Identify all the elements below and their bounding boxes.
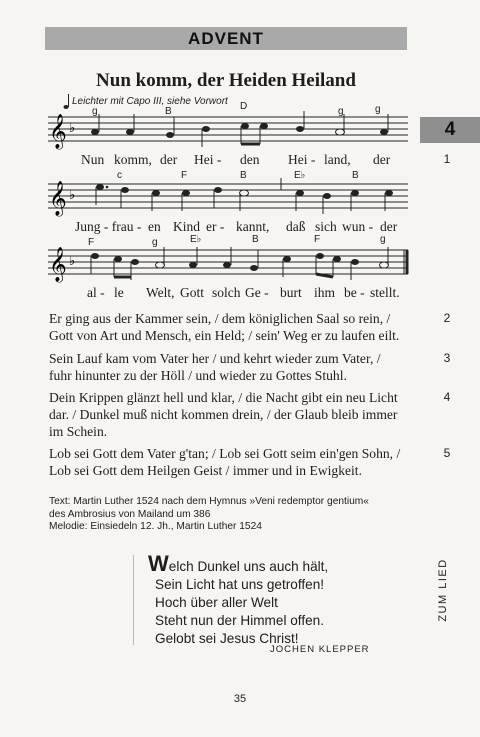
chord-label: g	[375, 104, 381, 115]
chord-label: F	[181, 170, 188, 181]
verse-number-3: 3	[443, 351, 451, 365]
poem-author: JOCHEN KLEPPER	[270, 644, 370, 655]
lyric-syllable: al -	[87, 285, 105, 300]
verse-2	[49, 310, 434, 344]
section-title: ADVENT	[188, 29, 264, 48]
lyric-syllable: en	[148, 219, 161, 234]
music-notation	[0, 0, 480, 310]
credit-line: des Ambrosius von Mailand um 386	[49, 508, 211, 520]
chord-label: E♭	[294, 170, 306, 181]
chord-label: E♭	[190, 234, 202, 245]
verse-line: im Schein.	[49, 424, 108, 439]
chord-label: F	[88, 237, 95, 248]
poem-line: Sein Licht hat uns getroffen!	[155, 577, 325, 592]
flat-icon: ♭	[69, 121, 76, 136]
poem	[148, 551, 398, 648]
lyric-syllable: Welt,	[146, 285, 175, 300]
lyric-syllable: land,	[324, 152, 351, 167]
lyric-syllable: Gott	[180, 285, 205, 300]
lyric-syllable: der	[160, 152, 178, 167]
credit-line: Text: Martin Luther 1524 nach dem Hymnus »Veni redemptor gentium«	[49, 496, 369, 507]
treble-clef-icon: 𝄞	[49, 181, 67, 216]
lyric-syllable: ihm	[314, 285, 336, 300]
lyric-syllable: Hei -	[288, 152, 316, 167]
lyric-syllable: der	[373, 152, 391, 167]
lyric-syllable: kannt,	[236, 219, 270, 234]
lyric-syllable: daß	[286, 219, 306, 234]
lyric-syllable: le	[114, 285, 124, 300]
flat-icon: ♭	[69, 254, 76, 269]
lyric-syllable: wun -	[342, 219, 374, 234]
side-label-text: ZUM LIED	[437, 558, 449, 622]
treble-clef-icon: 𝄞	[49, 114, 67, 149]
verse-line: Gott von Art und Mensch, ein Held; / sein' Weg er zu laufen eilt.	[49, 328, 400, 343]
lyric-syllable: Kind	[173, 219, 200, 234]
verse-4	[49, 389, 434, 440]
verse-number-1: 1	[443, 152, 451, 166]
chord-label: B	[352, 170, 359, 181]
treble-clef-icon: 𝄞	[49, 247, 67, 282]
verse-number-2: 2	[443, 311, 451, 325]
poem-line: Steht nun der Himmel offen.	[155, 613, 325, 628]
flat-icon: ♭	[69, 188, 76, 203]
lyric-syllable: Ge -	[245, 285, 269, 300]
notes-staff-3	[91, 247, 389, 280]
verse-line: Lob sei Gott dem Vater g'tan; / Lob sei Gott seim ein'gen Sohn, /	[49, 446, 401, 461]
verse-line: Dein Krippen glänzt hell und klar, / die Nacht gibt ein neu Licht	[49, 390, 398, 405]
chord-label: B	[252, 234, 259, 245]
song-title: Nun komm, der Heiden Heiland	[96, 70, 356, 91]
chord-label: F	[314, 234, 321, 245]
chapter-number: 4	[444, 119, 456, 140]
lyric-syllable: solch	[212, 285, 241, 300]
lyric-syllable: Nun	[81, 152, 105, 167]
chord-label: c	[117, 170, 122, 181]
lyric-syllable: burt	[280, 285, 302, 300]
poem-line: Gelobt sei Jesus Christ!	[155, 631, 299, 646]
verse-line: Sein Lauf kam vom Vater her / und kehrt wieder zum Vater, /	[49, 351, 381, 366]
chord-label: g	[152, 237, 158, 248]
lyric-syllable: Hei -	[194, 152, 222, 167]
chord-label: D	[240, 101, 248, 112]
lyric-syllable: den	[240, 152, 260, 167]
chord-label: g	[338, 106, 344, 117]
chord-label: g	[92, 106, 98, 117]
credit-line: Melodie: Einsiedeln 12. Jh., Martin Luther 1524	[49, 521, 262, 532]
chord-label: B	[240, 170, 247, 181]
verse-line: Lob sei Gott dem Heilgen Geist / immer und in Ewigkeit.	[49, 463, 362, 478]
drop-cap: W	[148, 551, 169, 576]
lyric-syllable: der	[380, 219, 398, 234]
side-label	[432, 548, 452, 638]
lyric-syllable: stellt.	[370, 285, 400, 300]
poem-divider	[133, 555, 134, 645]
verse-number-4: 4	[443, 390, 451, 404]
verse-number-5: 5	[443, 446, 451, 460]
chord-label: B	[165, 106, 172, 117]
verse-line: dar. / Dunkel muß nicht kommen drein, / der Glaub bleib immer	[49, 407, 398, 422]
verse-3	[49, 350, 434, 384]
tempo-marking: Leichter mit Capo III, siehe Vorwort	[72, 96, 228, 107]
poem-line: Welch Dunkel uns auch hält,	[148, 551, 329, 576]
lyric-syllable: sich	[315, 219, 337, 234]
lyric-syllable: er -	[206, 219, 225, 234]
credits	[49, 496, 429, 534]
verse-line: fuhr hinunter zu der Höll / und wieder zu Gottes Stuhl.	[49, 368, 347, 383]
lyric-syllable: komm,	[114, 152, 152, 167]
poem-line: Hoch über aller Welt	[155, 595, 278, 610]
verse-line: Er ging aus der Kammer sein, / dem königlichen Saal so rein, /	[49, 311, 391, 326]
lyric-syllable: be -	[344, 285, 365, 300]
staff-1	[48, 117, 408, 141]
chord-label: g	[380, 234, 386, 245]
verse-5	[49, 445, 434, 479]
lyric-syllable: Jung - frau -	[75, 219, 142, 234]
page-number: 35	[233, 693, 247, 705]
